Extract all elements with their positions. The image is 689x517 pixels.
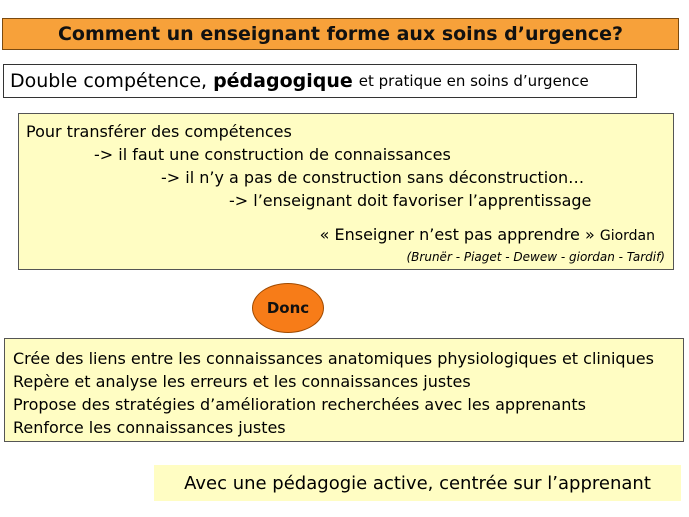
- slide-title: [2, 18, 679, 50]
- transfer-line-3: -> il n’y a pas de construction sans déconstruction…: [161, 168, 585, 187]
- subtitle-part1: Double compétence,: [10, 70, 208, 92]
- transfer-line-2: -> il faut une construction de connaissances: [94, 145, 451, 164]
- giordan-quote: [320, 225, 655, 244]
- competence-transfer-box: [18, 113, 674, 270]
- action-item: Crée des liens entre les connaissances anatomiques physiologiques et cliniques: [13, 349, 654, 368]
- subtitle-bold: pédagogique: [213, 70, 353, 92]
- donc-ellipse: [252, 283, 324, 333]
- subtitle-box: [3, 64, 637, 98]
- slide-title-text: Comment un enseignant forme aux soins d’urgence?: [57, 23, 624, 45]
- actions-box: [4, 338, 684, 442]
- action-item: Repère et analyse les erreurs et les connaissances justes: [13, 372, 471, 391]
- transfer-line-1: Pour transférer des compétences: [26, 122, 292, 141]
- footer-statement: [154, 465, 681, 501]
- subtitle-part2: et pratique en soins d’urgence: [358, 72, 589, 90]
- references: (Brunër - Piaget - Dewew - giordan - Tardif): [406, 250, 665, 264]
- action-item: Propose des stratégies d’amélioration recherchées avec les apprenants: [13, 395, 586, 414]
- transfer-line-4: -> l’enseignant doit favoriser l’apprentissage: [229, 191, 592, 210]
- footer-text: Avec une pédagogie active, centrée sur l’apprenant: [184, 472, 651, 494]
- donc-label: Donc: [266, 299, 310, 317]
- quote-author: Giordan: [599, 228, 655, 244]
- quote-text: « Enseigner n’est pas apprendre »: [319, 225, 595, 244]
- action-item: Renforce les connaissances justes: [13, 418, 286, 437]
